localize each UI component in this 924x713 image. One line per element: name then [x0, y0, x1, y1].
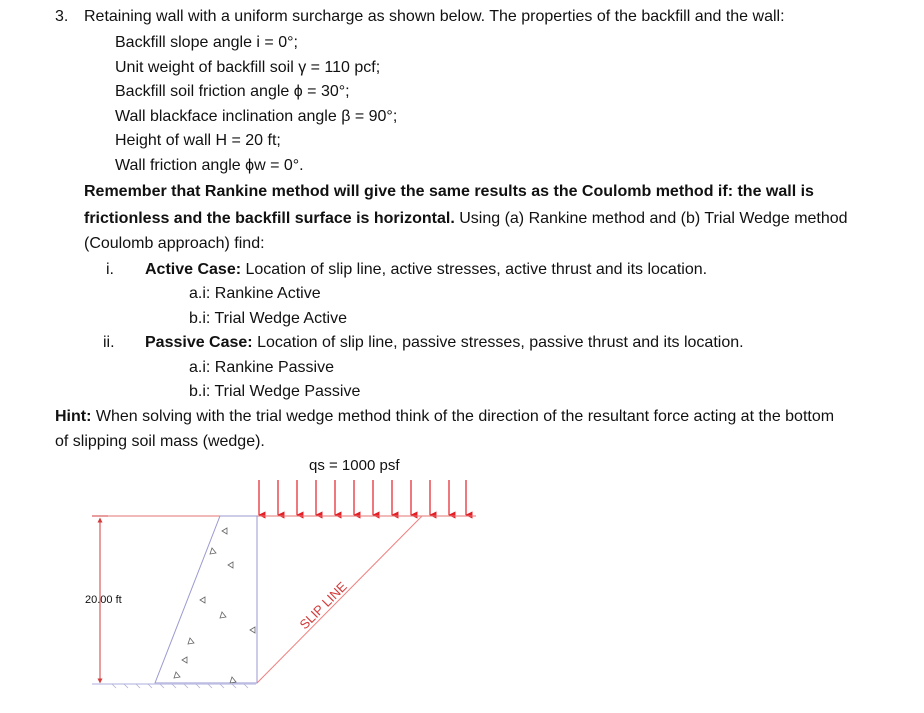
passive-title: Passive Case:	[145, 334, 253, 351]
concrete-hatch	[174, 528, 255, 683]
active-title: Active Case:	[145, 261, 242, 278]
property-2: Unit weight of backfill soil γ = 110 pcf;	[115, 59, 381, 76]
passive-sub-b: b.i: Trial Wedge Passive	[189, 383, 361, 400]
hint-title: Hint:	[55, 408, 92, 425]
question-intro: Retaining wall with a uniform surcharge as shown below. The properties of the backfill and the wall:	[84, 8, 785, 25]
property-5: Height of wall H = 20 ft;	[115, 132, 281, 149]
passive-sub-a: a.i: Rankine Passive	[189, 359, 334, 376]
remember-line-3: (Coulomb approach) find:	[84, 235, 265, 252]
remember-bold-text: frictionless and the backfill surface is horizontal.	[84, 210, 455, 227]
retaining-wall	[155, 516, 257, 683]
surcharge-label: qs = 1000 psf	[309, 457, 400, 474]
property-1: Backfill slope angle i = 0°;	[115, 34, 298, 51]
active-text: Location of slip line, active stresses, active thrust and its location.	[241, 261, 708, 278]
active-numeral: i.	[106, 261, 114, 278]
property-6: Wall friction angle ϕw = 0°.	[115, 157, 304, 174]
passive-text: Location of slip line, passive stresses, passive thrust and its location.	[252, 334, 744, 351]
property-4: Wall blackface inclination angle β = 90°;	[115, 108, 398, 125]
property-3: Backfill soil friction angle ϕ = 30°;	[115, 83, 350, 100]
surcharge-arrows	[259, 480, 466, 515]
active-sub-a: a.i: Rankine Active	[189, 285, 321, 302]
passive-numeral: ii.	[103, 334, 115, 351]
hint-text-1: When solving with the trial wedge method think of the direction of the resultant force acting at the bottom	[91, 408, 835, 425]
remember-line-1: Remember that Rankine method will give the same results as the Coulomb method if: the wall is	[84, 183, 814, 200]
question-number: 3.	[55, 8, 69, 25]
hint-line-2: of slipping soil mass (wedge).	[55, 433, 265, 450]
height-label: 20.00 ft	[85, 594, 122, 606]
active-sub-b: b.i: Trial Wedge Active	[189, 310, 347, 327]
slip-label: SLIP LINE	[296, 578, 350, 633]
remember-rest-text: Using (a) Rankine method and (b) Trial Wedge method	[454, 210, 848, 227]
